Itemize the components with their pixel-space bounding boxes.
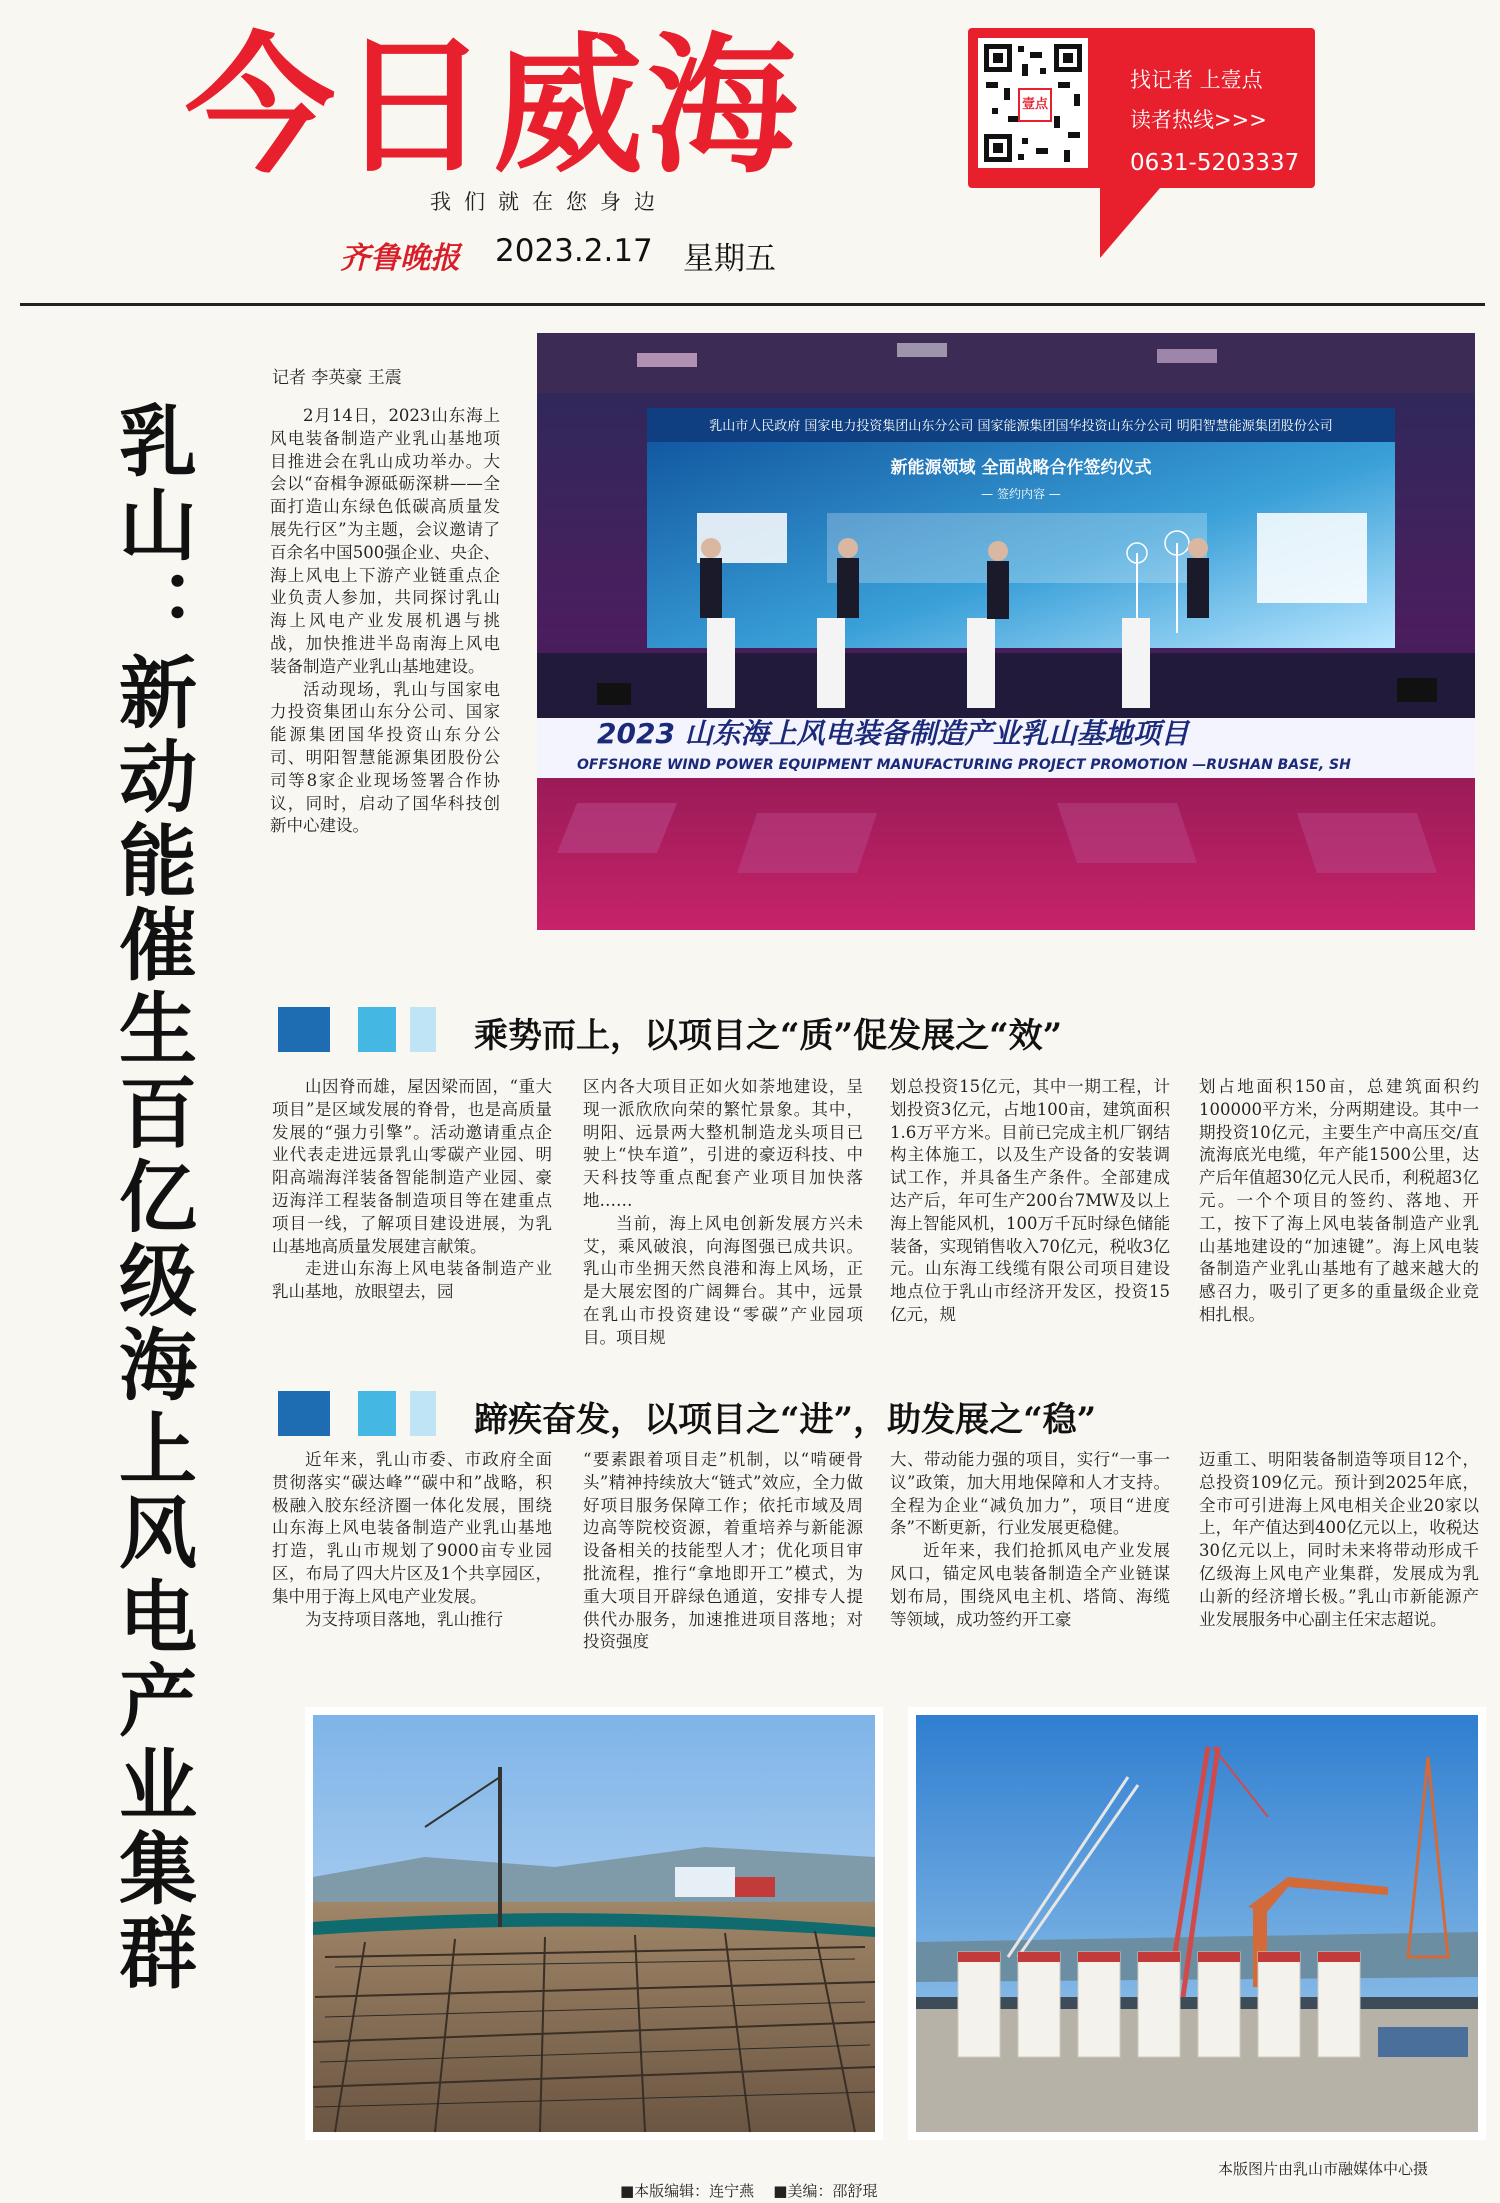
intro-text bbox=[270, 405, 500, 905]
paragraph: 划总投资15亿元，其中一期工程，计划投资3亿元，占地100亩，建筑面积1.6万平方米。目前已完成主机厂钢结构主体施工，以及生产设备的安装调试工作，并具备生产条件。全部建成达产后，年可生产200台7MW及以上海上智能风机，100万千瓦时绿色储能装备，实现销售收入70亿元，税收3亿元。山东海工线缆有限公司项目建设地点位于乳山市经济开发区，投资15亿元，规 bbox=[890, 1077, 1170, 1324]
section2-column-2 bbox=[583, 1449, 863, 1674]
issue-weekday: 星期五 bbox=[683, 241, 776, 277]
paragraph: 近年来，我们抢抓风电产业发展风口，锚定风电装备制造全产业链谋划布局，围绕风电主机、塔筒、海缆等领域，成功签约开工豪 bbox=[890, 1541, 1170, 1629]
section1-column-2 bbox=[583, 1076, 863, 1366]
issue-date: 2023.2.17 bbox=[495, 233, 653, 269]
intro-paragraph: 活动现场，乳山与国家电力投资集团山东分公司、国家能源集团国华投资山东分公司、明阳智慧能源集团股份公司等8家企业现场签署合作协议，同时，启动了国华科技创新中心建设。 bbox=[270, 679, 500, 836]
section1-column-1 bbox=[272, 1076, 552, 1366]
paragraph: 区内各大项目正如火如荼地建设，呈现一派欣欣向荣的繁忙景象。其中，明阳、远景两大整机制造龙头项目已驶上“快车道”，引进的豪迈科技、中天科技等重点配套产业项目加快落地…… bbox=[583, 1077, 863, 1210]
backdrop-title: 新能源领域 全面战略合作签约仪式 bbox=[890, 458, 1152, 478]
paragraph: 近年来，乳山市委、市政府全面贯彻落实“碳达峰”“碳中和”战略，积极融入胶东经济圈一体化发展，围绕山东海上风电装备制造产业乳山基地打造，乳山市规划了9000亩专业园区，布局了四大片区及1个共享园区，集中用于海上风电产业发展。 bbox=[272, 1450, 552, 1606]
paragraph: 当前，海上风电创新发展方兴未艾，乘风破浪，向海图强已成共识。乳山市坐拥天然良港和海上风场，正是大展宏图的广阔舞台。其中，远景在乳山市投资建设“零碳”产业园项目。项目规 bbox=[583, 1213, 863, 1347]
page-headline: 乳山：新动能催生百亿级海上风电产业集群 bbox=[106, 400, 196, 1996]
backdrop-subtitle: — 签约内容 — bbox=[981, 487, 1061, 501]
harbor-equipment-photo bbox=[908, 1707, 1486, 2140]
hotline-line1: 找记者 上壹点 bbox=[1130, 68, 1263, 92]
bubble-tail-shape bbox=[1100, 188, 1160, 258]
section2-title: 蹄疾奋发，以项目之“进”，助发展之“稳” bbox=[474, 1400, 1097, 1440]
banner-chinese: 2023 山东海上风电装备制造产业乳山基地项目 bbox=[597, 717, 1189, 750]
hotline-line2: 读者热线>>> bbox=[1130, 108, 1267, 132]
section1-title: 乘势而上，以项目之“质”促发展之“效” bbox=[474, 1016, 1063, 1056]
section1-column-3 bbox=[890, 1076, 1170, 1366]
photo-credit: 本版图片由乳山市融媒体中心摄 bbox=[1218, 2160, 1429, 2178]
qr-code-icon[interactable] bbox=[978, 38, 1088, 168]
paragraph: 划占地面积150亩，总建筑面积约100000平方米，分两期建设。其中一期投资10亿元，主要生产中高压交/直流海底光电缆，年产能1500公里，达产后年值超30亿元人民币，利税超3亿元。一个个项目的签约、落地、开工，按下了海上风电装备制造产业乳山基地建设的“加速键”。海上风电装备制造产业乳山基地有了越来越大的感召力，吸引了更多的重量级企业竞相扎根。 bbox=[1199, 1077, 1479, 1324]
section1-color-blocks bbox=[278, 1007, 438, 1052]
footer-editors bbox=[620, 2180, 877, 2201]
section2-column-1 bbox=[272, 1449, 552, 1674]
masthead-divider bbox=[20, 303, 1485, 306]
intro-paragraph: 2月14日，2023山东海上风电装备制造产业乳山基地项目推进会在乳山成功举办。大会以“奋楫争源砥砺深耕——全面打造山东绿色低碳高质量发展先行区”为主题，会议邀请了百余名中国500强企业、央企、海上风电上下游产业链重点企业负责人参加，共同探讨乳山海上风电产业发展机遇与挑战，加快推进半岛南海上风电装备制造产业乳山基地建设。 bbox=[270, 406, 500, 676]
construction-site-photo bbox=[305, 1707, 883, 2140]
signing-ceremony-photo bbox=[537, 333, 1475, 930]
banner-english: OFFSHORE WIND POWER EQUIPMENT MANUFACTURING PROJECT PROMOTION —RUSHAN BASE, SH bbox=[577, 757, 1351, 773]
footer-designer: ■美编：邵舒琨 bbox=[773, 2182, 878, 2200]
paragraph: 迈重工、明阳装备制造等项目12个，总投资109亿元。预计到2025年底，全市可引进海上风电相关企业20家以上，年产值达到400亿元以上，收税达30亿元以上，同时未来将带动形成千亿级海上风电产业集群，发展成为乳山新的经济增长极。”乳山市新能源产业发展服务中心副主任宋志超说。 bbox=[1199, 1450, 1479, 1629]
paragraph: 大、带动能力强的项目，实行“一事一议”政策，加大用地保障和人才支持。全程为企业“减负加力”，项目“进度条”不断更新，行业发展更稳健。 bbox=[890, 1450, 1170, 1538]
masthead-title: 今日威海 bbox=[185, 20, 802, 194]
paragraph: 山因脊而雄，屋因梁而固，“重大项目”是区域发展的脊骨，也是高质量发展的“强力引擎”。活动邀请重点企业代表走进远景乳山零碳产业园、明阳高端海洋装备智能制造产业园、豪迈海洋工程装备制造项目等在建重点项目一线，了解项目建设进展，为乳山基地高质量发展建言献策。 bbox=[272, 1077, 552, 1256]
masthead-slogan: 我们就在您身边 bbox=[430, 190, 668, 214]
paragraph: 走进山东海上风电装备制造产业乳山基地，放眼望去，园 bbox=[272, 1259, 552, 1302]
paragraph: “要素跟着项目走”机制，以“啃硬骨头”精神持续放大“链式”效应，全力做好项目服务保障工作；依托市域及周边高等院校资源，着重培养与新能源设备相关的技能型人才；优化项目审批流程，推行“拿地即开工”模式，为重大项目开辟绿色通道，安排专人提供代办服务，加速推进项目落地；对投资强度 bbox=[583, 1450, 863, 1652]
section2-column-4 bbox=[1199, 1449, 1479, 1674]
qr-logo: 壹点 bbox=[1018, 88, 1052, 122]
source-logo: 齐鲁晚报 bbox=[340, 241, 460, 276]
backdrop-logos: 乳山市人民政府 国家电力投资集团山东分公司 国家能源集团国华投资山东分公司 明阳智慧能源集团股份公司 bbox=[709, 419, 1333, 434]
paragraph: 为支持项目落地，乳山推行 bbox=[305, 1609, 503, 1629]
section2-column-3 bbox=[890, 1449, 1170, 1674]
section1-column-4 bbox=[1199, 1076, 1479, 1366]
hotline-phone[interactable]: 0631-5203337 bbox=[1130, 150, 1300, 176]
section2-color-blocks bbox=[278, 1391, 438, 1436]
footer-editor: ■本版编辑：连宁燕 bbox=[620, 2182, 755, 2200]
byline: 记者 李英豪 王震 bbox=[272, 368, 402, 388]
